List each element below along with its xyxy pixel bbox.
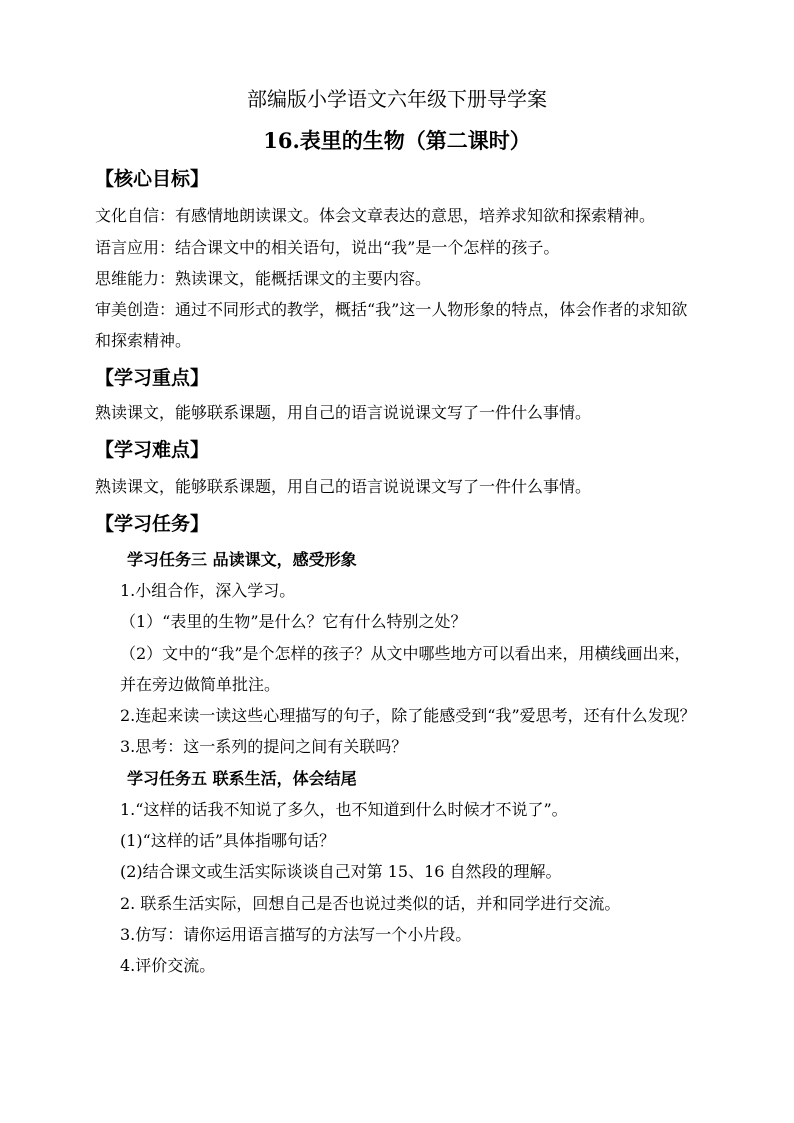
difficulties-heading: 【学习难点】 xyxy=(95,439,210,461)
core-goals-heading: 【核心目标】 xyxy=(95,168,210,190)
task-item: 3.仿写：请你运用语言描写的方法写一个小片段。 xyxy=(120,925,472,944)
document-title: 部编版小学语文六年级下册导学案 xyxy=(247,87,547,111)
task-item: 并在旁边做简单批注。 xyxy=(120,675,281,694)
tasks-heading: 【学习任务】 xyxy=(95,513,210,535)
core-goal-line: 思维能力：熟读课文，能概括课文的主要内容。 xyxy=(95,269,432,288)
task-item: 1.小组合作，深入学习。 xyxy=(120,581,296,600)
key-points-text: 熟读课文，能够联系课题，用自己的语言说说课文写了一件什么事情。 xyxy=(95,403,592,422)
lesson-title: 16.表里的生物（第二课时） xyxy=(263,128,531,153)
core-goal-line: 和探索精神。 xyxy=(95,331,192,350)
task-item: 3.思考：这一系列的提问之间有关联吗？ xyxy=(120,737,408,756)
task-item: （1）“表里的生物”是什么？它有什么特别之处？ xyxy=(120,612,467,631)
task-item: 2. 联系生活实际，回想自己是否也说过类似的话，并和同学进行交流。 xyxy=(120,894,621,913)
task-item: 1.“这样的话我不知说了多久，也不知道到什么时候才不说了”。 xyxy=(120,800,568,819)
task-three-title: 学习任务三 品读课文，感受形象 xyxy=(127,550,357,569)
difficulties-text: 熟读课文，能够联系课题，用自己的语言说说课文写了一件什么事情。 xyxy=(95,477,592,496)
core-goal-line: 语言应用：结合课文中的相关语句，说出“我”是一个怎样的孩子。 xyxy=(95,238,560,257)
task-item: (1)“这样的话”具体指哪句话？ xyxy=(120,831,336,850)
task-five-title: 学习任务五 联系生活，体会结尾 xyxy=(127,769,357,788)
task-item: 2.连起来读一读这些心理描写的句子，除了能感受到“我”爱思考，还有什么发现？ xyxy=(120,706,696,725)
key-points-heading: 【学习重点】 xyxy=(95,367,210,389)
task-item: 4.评价交流。 xyxy=(120,956,216,975)
core-goal-line: 文化自信：有感情地朗读课文。体会文章表达的意思，培养求知欲和探索精神。 xyxy=(95,206,656,225)
task-item: (2)结合课文或生活实际谈谈自己对第 15、16 自然段的理解。 xyxy=(120,862,562,881)
task-item: （2）文中的“我”是个怎样的孩子？从文中哪些地方可以看出来，用横线画出来， xyxy=(120,644,691,663)
core-goal-line: 审美创造：通过不同形式的教学，概括“我”这一人物形象的特点，体会作者的求知欲 xyxy=(95,300,688,319)
